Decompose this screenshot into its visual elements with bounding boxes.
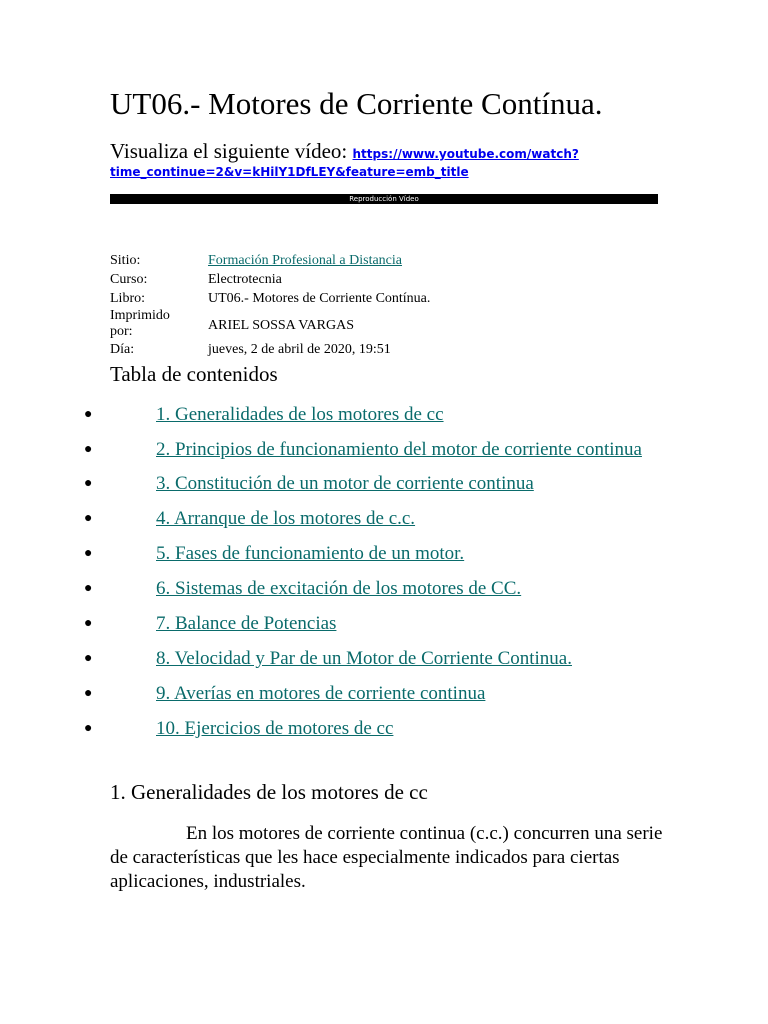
bullet-icon: ● <box>84 651 93 666</box>
meta-row-printed <box>110 308 430 340</box>
toc-title: Tabla de contenidos <box>110 362 278 386</box>
meta-row-course <box>110 270 430 289</box>
toc-link-8[interactable]: 8. Velocidad y Par de un Motor de Corriente Continua. <box>156 648 572 669</box>
meta-value-printed: ARIEL SOSSA VARGAS <box>208 318 355 333</box>
meta-label-course: Curso: <box>110 272 148 287</box>
toc-link-4[interactable]: 4. Arranque de los motores de c.c. <box>156 508 416 529</box>
meta-row-site <box>110 251 430 270</box>
video-link-line2[interactable]: time_continue=2&v=kHilY1DfLEY&feature=emb_title <box>110 165 469 179</box>
toc-link-1[interactable]: 1. Generalidades de los motores de cc <box>156 404 444 425</box>
bullet-icon: ● <box>84 721 93 736</box>
bullet-icon: ● <box>84 581 93 596</box>
toc-link-9[interactable]: 9. Averías en motores de corriente continua <box>156 683 486 704</box>
meta-value-day: jueves, 2 de abril de 2020, 19:51 <box>208 342 391 357</box>
book-metadata <box>110 251 430 359</box>
meta-label-day: Día: <box>110 342 135 357</box>
meta-row-day <box>110 340 430 359</box>
toc-link-6[interactable]: 6. Sistemas de excitación de los motores de CC. <box>156 578 522 599</box>
toc-link-2[interactable]: 2. Principios de funcionamiento del motor de corriente continua <box>156 439 642 460</box>
toc-item <box>84 612 674 635</box>
meta-value-book: UT06.- Motores de Corriente Contínua. <box>208 291 431 306</box>
bullet-icon: ● <box>84 442 93 457</box>
bullet-icon: ● <box>84 616 93 631</box>
toc-link-7[interactable]: 7. Balance de Potencias <box>156 613 337 634</box>
page-title: UT06.- Motores de Corriente Contínua. <box>110 86 603 121</box>
bullet-icon: ● <box>84 407 93 422</box>
meta-label-book: Libro: <box>110 291 145 306</box>
toc-link-10[interactable]: 10. Ejercicios de motores de cc <box>156 718 394 739</box>
toc-item <box>84 472 674 495</box>
toc-item <box>84 647 674 670</box>
toc-item <box>84 577 674 600</box>
bullet-icon: ● <box>84 686 93 701</box>
bullet-icon: ● <box>84 546 93 561</box>
video-prompt-line <box>110 138 670 181</box>
video-prompt: Visualiza el siguiente vídeo: <box>110 139 348 163</box>
toc-item <box>84 438 674 461</box>
toc-item <box>84 717 674 740</box>
toc-link-3[interactable]: 3. Constitución de un motor de corriente continua <box>156 473 534 494</box>
section-title: 1. Generalidades de los motores de cc <box>110 780 428 804</box>
toc-item <box>84 542 674 565</box>
meta-row-book <box>110 289 430 308</box>
meta-value-course: Electrotecnia <box>208 272 282 287</box>
bullet-icon: ● <box>84 511 93 526</box>
video-player-bar[interactable]: Reproducción Vídeo <box>110 194 658 204</box>
toc-link-5[interactable]: 5. Fases de funcionamiento de un motor. <box>156 543 465 564</box>
bullet-icon: ● <box>84 476 93 491</box>
meta-site-link[interactable]: Formación Profesional a Distancia <box>208 253 403 268</box>
toc-item <box>84 682 674 705</box>
section-paragraph: En los motores de corriente continua (c.c.) concurren una serie de características que les hace especialmente indicados para ciertas aplicaciones, industriales. <box>110 823 663 892</box>
toc-item <box>84 403 674 426</box>
meta-label-printed: Imprimido por: <box>110 308 170 339</box>
video-link-line1[interactable]: https://www.youtube.com/watch? <box>352 147 579 161</box>
toc-item <box>84 507 674 530</box>
meta-label-site: Sitio: <box>110 253 141 268</box>
toc-list <box>84 403 674 740</box>
